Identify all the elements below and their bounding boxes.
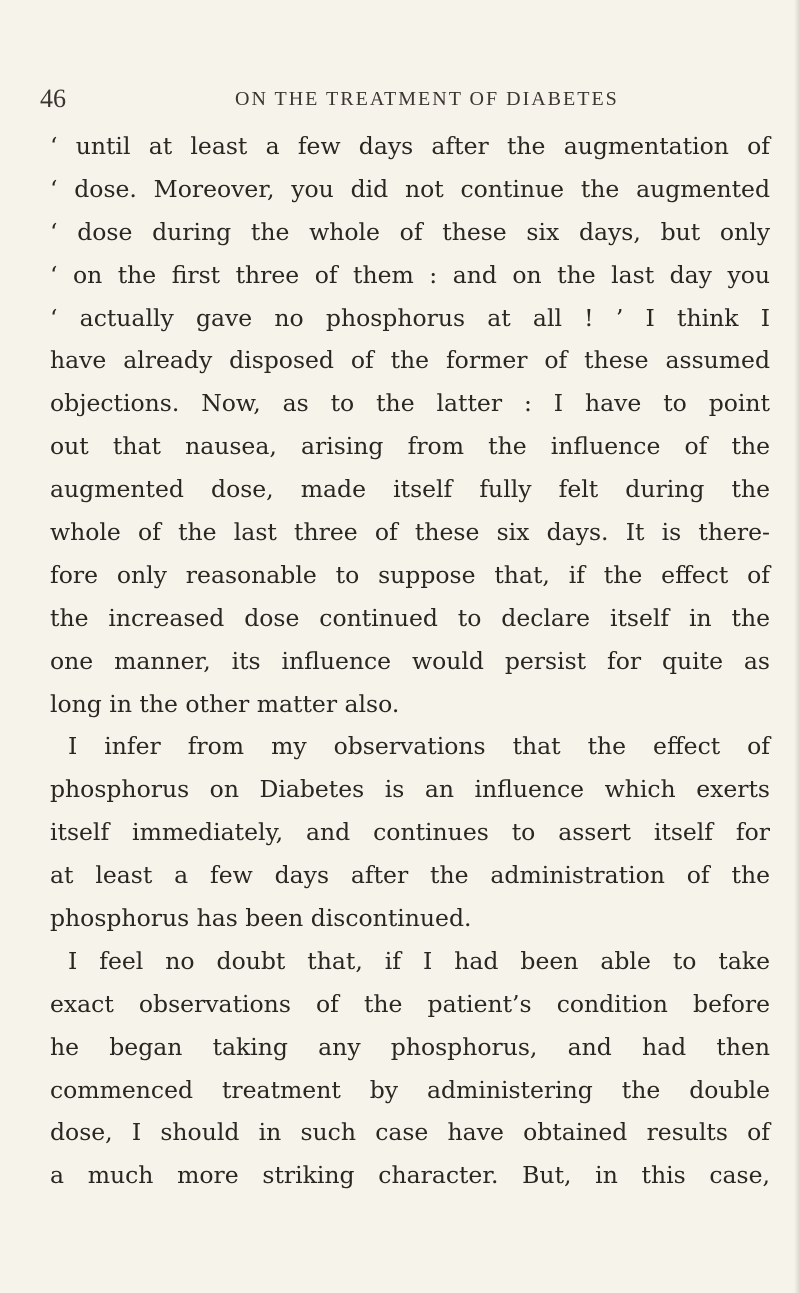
text-line: objections. Now, as to the latter : I have to point	[50, 389, 770, 418]
text-line: he began taking any phosphorus, and had then	[50, 1032, 770, 1061]
page-edge-shadow	[794, 0, 800, 1293]
text-line: ‘ dose during the whole of these six days, but only	[50, 217, 770, 246]
text-line: ‘ until at least a few days after the augmentation of	[50, 132, 770, 160]
text-line: I infer from my observations that the effect of	[68, 732, 770, 761]
text-line: dose, I should in such case have obtained results of	[50, 1118, 770, 1147]
text-line: have already disposed of the former of these assumed	[50, 346, 770, 375]
text-line: commenced treatment by administering the double	[50, 1075, 770, 1104]
text-line: exact observations of the patient’s condition before	[50, 989, 770, 1018]
text-line: the increased dose continued to declare itself in the	[50, 603, 770, 632]
text-line: ‘ dose. Moreover, you did not continue the augmented	[50, 174, 770, 203]
text-line: ‘ on the first three of them : and on the last day you	[50, 260, 770, 289]
text-line: I feel no doubt that, if I had been able to take	[68, 946, 770, 975]
text-line: a much more striking character. But, in this case,	[50, 1161, 770, 1190]
text-line: itself immediately, and continues to assert itself for	[50, 818, 770, 847]
text-line: one manner, its influence would persist for quite as	[50, 646, 770, 675]
page-number: 46	[40, 84, 66, 113]
text-line: out that nausea, arising from the influence of the	[50, 432, 770, 461]
text-line: ‘ actually gave no phosphorus at all ! ’ I think I	[50, 303, 770, 332]
text-line: long in the other matter also.	[50, 689, 400, 718]
text-line: phosphorus on Diabetes is an influence which exerts	[50, 775, 770, 804]
body-text	[50, 125, 770, 1197]
text-line: augmented dose, made itself fully felt during the	[50, 475, 770, 504]
text-line: whole of the last three of these six days. It is there-	[50, 518, 770, 547]
text-line: fore only reasonable to suppose that, if the effect of	[50, 560, 770, 589]
text-line: at least a few days after the administration of the	[50, 861, 770, 890]
running-head: ON THE TREATMENT OF DIABETES	[235, 88, 619, 110]
page-header	[40, 84, 760, 124]
text-line: phosphorus has been discontinued.	[50, 904, 472, 933]
